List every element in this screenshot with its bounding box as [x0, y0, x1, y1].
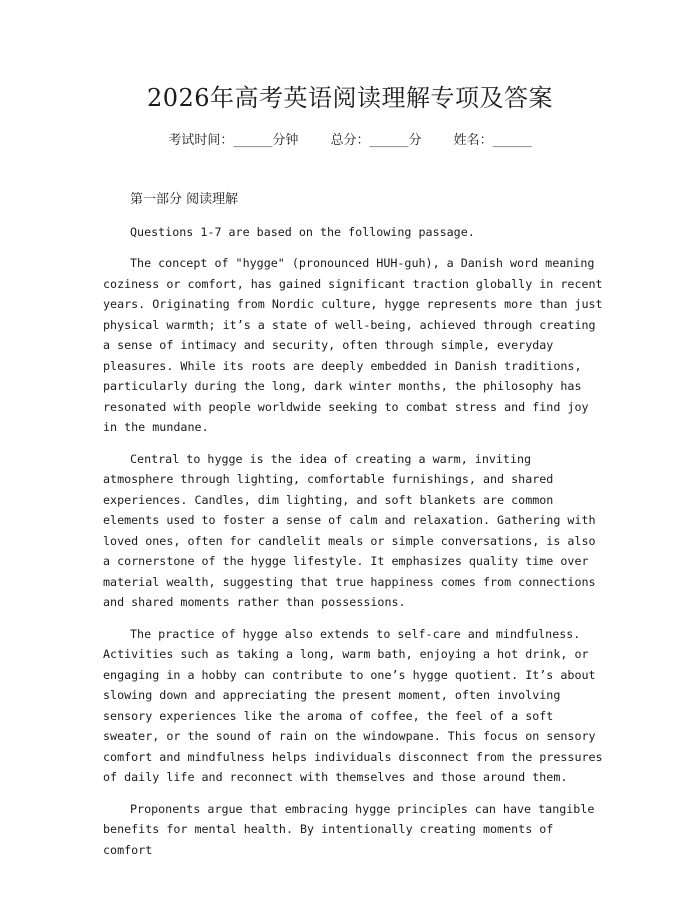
passage-paragraph-3: The practice of hygge also extends to self-care and mindfulness. Activities such as taking a long, warm bath, enjoying a hot drink, or engaging in a hobby can contribute to one’s hygge quotient. It’s about slowing down and appreciating the present moment, often involving sensory experiences like the aroma of coffee, the feel of a soft sweater, or the sound of rain on the windowpane. This focus on sensory comfort and mindfulness helps individuals disconnect from the pressures of daily life and reconnect with themselves and those around them.	[103, 626, 603, 784]
exam-time-field: 考试时间：______分钟	[168, 133, 299, 148]
page-title: 2026年高考英语阅读理解专项及答案	[146, 84, 554, 112]
passage-body	[103, 190, 603, 871]
total-score-field: 总分：______分	[330, 133, 422, 148]
student-name-field: 姓名：______	[453, 133, 532, 148]
section-heading: 第一部分 阅读理解	[130, 192, 239, 207]
passage-paragraph-2: Central to hygge is the idea of creating a warm, inviting atmosphere through lighting, comfortable furnishings, and shared experiences. Candles, dim lighting, and soft blankets are common elements used to foster a sense of calm and relaxation. Gathering with loved ones, often for candlelit meals or simple conversations, is also a cornerstone of the hygge lifestyle. It emphasizes quality time over material wealth, suggesting that true happiness comes from connections and shared moments rather than possessions.	[103, 451, 596, 609]
passage-paragraph-1: The concept of "hygge" (pronounced HUH-guh), a Danish word meaning coziness or comfort, has gained significant traction globally in recent years. Originating from Nordic culture, hygge represents more than just physical warmth; it’s a state of well-being, achieved through creating a sense of intimacy and security, often through simple, everyday pleasures. While its roots are deeply embedded in Danish traditions, particularly during the long, dark winter months, the philosophy has resonated with people worldwide seeking to combat stress and find joy in the mundane.	[103, 256, 603, 434]
exam-info	[0, 130, 700, 152]
question-intro: Questions 1-7 are based on the following passage.	[130, 224, 475, 239]
passage-paragraph-4: Proponents argue that embracing hygge principles can have tangible benefits for mental health. By intentionally creating moments of comfort	[103, 801, 595, 857]
